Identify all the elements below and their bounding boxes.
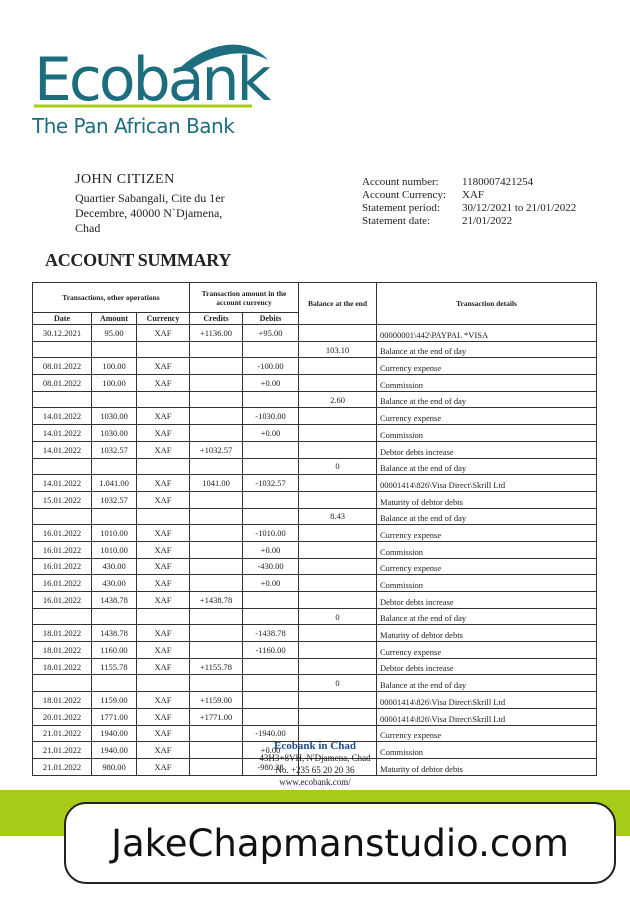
logo-tagline: The Pan African Bank xyxy=(32,114,235,138)
row-currency xyxy=(137,458,190,475)
table-row xyxy=(33,692,597,709)
row-details: Commission xyxy=(377,541,597,558)
row-date: 20.01.2022 xyxy=(33,708,92,725)
table-row xyxy=(33,475,597,492)
account-info xyxy=(362,176,576,228)
row-credit xyxy=(190,558,243,575)
row-credit: +1136.00 xyxy=(190,325,243,342)
statement-period-row xyxy=(362,202,576,215)
row-details: Balance at the end of day xyxy=(377,508,597,525)
table-row xyxy=(33,458,597,475)
row-balance xyxy=(299,658,377,675)
row-amount: 1030.00 xyxy=(92,425,137,442)
footer-address: 43H3+8VH, N'Djamena, Chad xyxy=(259,753,371,763)
footer xyxy=(200,740,430,788)
row-debit: -1032.57 xyxy=(243,475,299,492)
row-credit xyxy=(190,425,243,442)
row-amount: 980.00 xyxy=(92,758,137,775)
row-date: 21.01.2022 xyxy=(33,742,92,759)
row-amount: 1940.00 xyxy=(92,742,137,759)
row-amount: 1159.00 xyxy=(92,692,137,709)
row-amount xyxy=(92,458,137,475)
table-row xyxy=(33,391,597,408)
row-credit xyxy=(190,642,243,659)
row-details: Balance at the end of day xyxy=(377,608,597,625)
row-currency: XAF xyxy=(137,642,190,659)
table-row xyxy=(33,592,597,609)
row-amount: 430.00 xyxy=(92,575,137,592)
table-row xyxy=(33,541,597,558)
logo-wordmark: Ecobank xyxy=(34,45,269,115)
account-currency-row xyxy=(362,189,576,202)
row-details: 00000001\442\PAYPAL *VISA xyxy=(377,325,597,342)
row-currency: XAF xyxy=(137,541,190,558)
row-details: 00001414\826\Visa Direct\Skrill Ltd xyxy=(377,692,597,709)
transactions-table xyxy=(32,282,597,776)
row-credit xyxy=(190,508,243,525)
statement-period-label: Statement period: xyxy=(362,202,440,214)
row-currency: XAF xyxy=(137,758,190,775)
table-row xyxy=(33,658,597,675)
row-balance xyxy=(299,375,377,392)
customer-name: JOHN CITIZEN xyxy=(75,172,175,187)
row-balance: 8.43 xyxy=(299,508,377,525)
row-balance: 2.60 xyxy=(299,391,377,408)
row-amount: 100.00 xyxy=(92,358,137,375)
row-debit: +0.00 xyxy=(243,742,299,759)
footer-bank-name: Ecobank in Chad xyxy=(274,740,356,752)
row-currency xyxy=(137,341,190,358)
row-details: Maturity of debtor debts xyxy=(377,758,597,775)
row-amount xyxy=(92,391,137,408)
account-number-value: 1180007421254 xyxy=(462,176,534,188)
table-row xyxy=(33,558,597,575)
row-balance xyxy=(299,358,377,375)
row-debit: -100.00 xyxy=(243,358,299,375)
row-details: Maturity of debtor debts xyxy=(377,625,597,642)
row-balance xyxy=(299,708,377,725)
customer-address xyxy=(75,191,265,236)
row-credit xyxy=(190,375,243,392)
row-debit: +95.00 xyxy=(243,325,299,342)
row-currency: XAF xyxy=(137,358,190,375)
row-details: Commission xyxy=(377,425,597,442)
address-line-1: Quartier Sabangali, Cite du 1er xyxy=(75,191,225,205)
row-amount: 1032.57 xyxy=(92,491,137,508)
row-amount xyxy=(92,675,137,692)
row-balance xyxy=(299,441,377,458)
row-balance xyxy=(299,575,377,592)
table-row xyxy=(33,341,597,358)
header-credits: Credits xyxy=(190,313,243,325)
statement-date-label: Statement date: xyxy=(362,215,431,227)
row-details: Commission xyxy=(377,375,597,392)
row-date xyxy=(33,391,92,408)
row-details: Currency expense xyxy=(377,358,597,375)
row-amount: 1771.00 xyxy=(92,708,137,725)
row-currency: XAF xyxy=(137,742,190,759)
row-amount: 1010.00 xyxy=(92,541,137,558)
row-debit xyxy=(243,341,299,358)
row-date xyxy=(33,608,92,625)
row-debit: -1438.78 xyxy=(243,625,299,642)
row-currency: XAF xyxy=(137,325,190,342)
row-debit xyxy=(243,508,299,525)
row-currency xyxy=(137,391,190,408)
row-date: 15.01.2022 xyxy=(33,491,92,508)
account-number-row xyxy=(362,176,576,189)
row-credit: 1041.00 xyxy=(190,475,243,492)
row-credit xyxy=(190,408,243,425)
row-currency: XAF xyxy=(137,441,190,458)
statement-date-value: 21/01/2022 xyxy=(462,215,513,227)
row-date: 18.01.2022 xyxy=(33,642,92,659)
row-date xyxy=(33,458,92,475)
row-credit: +1159.00 xyxy=(190,692,243,709)
account-summary-title: ACCOUNT SUMMARY xyxy=(45,250,232,270)
row-balance xyxy=(299,592,377,609)
row-details: Debtor debts increase xyxy=(377,441,597,458)
row-balance: 0 xyxy=(299,458,377,475)
row-amount: 1032.57 xyxy=(92,441,137,458)
footer-website: www.ecobank.com/ xyxy=(279,777,351,787)
row-details: Maturity of debtor debts xyxy=(377,491,597,508)
row-debit xyxy=(243,458,299,475)
row-credit xyxy=(190,541,243,558)
row-currency xyxy=(137,608,190,625)
header-details: Transaction details xyxy=(377,283,597,325)
row-amount: 1.041.00 xyxy=(92,475,137,492)
row-amount: 1160.00 xyxy=(92,642,137,659)
statement-period-value: 30/12/2021 to 21/01/2022 xyxy=(462,202,577,214)
row-details: Balance at the end of day xyxy=(377,458,597,475)
row-date: 16.01.2022 xyxy=(33,592,92,609)
row-debit xyxy=(243,592,299,609)
table-row xyxy=(33,358,597,375)
row-details: Currency expense xyxy=(377,642,597,659)
header-amount-in-currency: Transaction amount in the account currency xyxy=(190,283,299,313)
row-currency: XAF xyxy=(137,425,190,442)
row-amount: 1438.78 xyxy=(92,592,137,609)
row-balance xyxy=(299,692,377,709)
row-balance: 103.10 xyxy=(299,341,377,358)
row-details: Debtor debts increase xyxy=(377,592,597,609)
row-details: Commission xyxy=(377,575,597,592)
row-debit: +0.00 xyxy=(243,575,299,592)
row-debit: +0.00 xyxy=(243,541,299,558)
row-details: 00001414\826\Visa Direct\Skrill Ltd xyxy=(377,708,597,725)
row-amount: 1030.00 xyxy=(92,408,137,425)
footer-phone: No. +235 65 20 20 36 xyxy=(275,765,355,775)
row-currency: XAF xyxy=(137,625,190,642)
row-date: 14.01.2022 xyxy=(33,408,92,425)
row-debit: -1030.00 xyxy=(243,408,299,425)
table-row xyxy=(33,708,597,725)
table-row xyxy=(33,625,597,642)
row-balance xyxy=(299,325,377,342)
table-row xyxy=(33,441,597,458)
row-currency: XAF xyxy=(137,558,190,575)
row-credit xyxy=(190,341,243,358)
row-debit xyxy=(243,675,299,692)
table-row xyxy=(33,608,597,625)
row-date: 14.01.2022 xyxy=(33,475,92,492)
transactions-body xyxy=(33,325,597,776)
row-balance xyxy=(299,525,377,542)
row-date: 16.01.2022 xyxy=(33,525,92,542)
row-currency: XAF xyxy=(137,491,190,508)
row-details: Balance at the end of day xyxy=(377,675,597,692)
table-row xyxy=(33,425,597,442)
table-row xyxy=(33,408,597,425)
row-debit xyxy=(243,658,299,675)
watermark-text: JakeChapmanstudio.com xyxy=(111,821,569,865)
row-currency xyxy=(137,508,190,525)
row-balance xyxy=(299,558,377,575)
header-currency: Currency xyxy=(137,313,190,325)
row-date: 18.01.2022 xyxy=(33,692,92,709)
row-debit xyxy=(243,708,299,725)
address-line-3: Chad xyxy=(75,221,101,235)
row-details: Balance at the end of day xyxy=(377,391,597,408)
row-balance xyxy=(299,425,377,442)
row-details: Currency expense xyxy=(377,725,597,742)
row-details: Currency expense xyxy=(377,408,597,425)
row-date xyxy=(33,341,92,358)
row-balance xyxy=(299,541,377,558)
row-amount xyxy=(92,608,137,625)
row-details: Commission xyxy=(377,742,597,759)
row-date: 14.01.2022 xyxy=(33,441,92,458)
header-date: Date xyxy=(33,313,92,325)
row-currency: XAF xyxy=(137,692,190,709)
row-date: 16.01.2022 xyxy=(33,541,92,558)
row-details: Currency expense xyxy=(377,558,597,575)
row-date xyxy=(33,675,92,692)
row-debit: -980.28 xyxy=(243,758,299,775)
table-row xyxy=(33,325,597,342)
row-debit: -1160.00 xyxy=(243,642,299,659)
row-date: 14.01.2022 xyxy=(33,425,92,442)
header-balance: Balance at the end xyxy=(299,283,377,325)
table-row xyxy=(33,375,597,392)
row-currency: XAF xyxy=(137,708,190,725)
row-date: 21.01.2022 xyxy=(33,758,92,775)
row-credit xyxy=(190,675,243,692)
row-credit xyxy=(190,608,243,625)
row-debit: +0.00 xyxy=(243,375,299,392)
row-currency: XAF xyxy=(137,375,190,392)
row-currency: XAF xyxy=(137,475,190,492)
customer-block xyxy=(75,172,265,236)
table-row xyxy=(33,508,597,525)
row-balance xyxy=(299,625,377,642)
row-amount xyxy=(92,341,137,358)
row-debit: +0.00 xyxy=(243,425,299,442)
account-number-label: Account number: xyxy=(362,176,439,188)
row-amount xyxy=(92,508,137,525)
row-currency: XAF xyxy=(137,575,190,592)
row-credit xyxy=(190,391,243,408)
row-credit: +1438.78 xyxy=(190,592,243,609)
row-currency: XAF xyxy=(137,408,190,425)
row-date: 18.01.2022 xyxy=(33,625,92,642)
table-row xyxy=(33,675,597,692)
row-date: 16.01.2022 xyxy=(33,558,92,575)
row-credit: +1032.57 xyxy=(190,441,243,458)
row-details: Currency expense xyxy=(377,525,597,542)
account-currency-label: Account Currency: xyxy=(362,189,446,201)
watermark-box xyxy=(64,802,616,884)
row-debit: -430.00 xyxy=(243,558,299,575)
table-row xyxy=(33,491,597,508)
row-date xyxy=(33,508,92,525)
row-debit xyxy=(243,692,299,709)
row-amount: 1155.78 xyxy=(92,658,137,675)
table-row xyxy=(33,525,597,542)
row-date: 08.01.2022 xyxy=(33,375,92,392)
row-credit xyxy=(190,625,243,642)
row-balance: 0 xyxy=(299,675,377,692)
row-debit xyxy=(243,491,299,508)
row-currency: XAF xyxy=(137,525,190,542)
row-credit xyxy=(190,575,243,592)
row-credit xyxy=(190,458,243,475)
ecobank-logo xyxy=(30,40,270,150)
row-debit xyxy=(243,391,299,408)
table-row xyxy=(33,642,597,659)
row-currency: XAF xyxy=(137,592,190,609)
row-credit: +1155.78 xyxy=(190,658,243,675)
header-debits: Debits xyxy=(243,313,299,325)
row-debit xyxy=(243,608,299,625)
row-details: Balance at the end of day xyxy=(377,341,597,358)
row-debit: -1940.00 xyxy=(243,725,299,742)
row-amount: 95.00 xyxy=(92,325,137,342)
row-credit xyxy=(190,525,243,542)
row-credit xyxy=(190,491,243,508)
row-balance xyxy=(299,408,377,425)
row-details: Debtor debts increase xyxy=(377,658,597,675)
header-amount: Amount xyxy=(92,313,137,325)
address-line-2: Decembre, 40000 N`Djamena, xyxy=(75,206,223,220)
row-balance xyxy=(299,642,377,659)
row-date: 30.12.2021 xyxy=(33,325,92,342)
table-row xyxy=(33,575,597,592)
row-currency xyxy=(137,675,190,692)
header-transactions: Transactions, other operations xyxy=(33,283,190,313)
account-currency-value: XAF xyxy=(462,189,485,201)
row-amount: 1010.00 xyxy=(92,525,137,542)
row-details: 00001414\826\Visa Direct\Skrill Ltd xyxy=(377,475,597,492)
row-amount: 430.00 xyxy=(92,558,137,575)
row-amount: 1940.00 xyxy=(92,725,137,742)
row-date: 18.01.2022 xyxy=(33,658,92,675)
row-date: 08.01.2022 xyxy=(33,358,92,375)
row-date: 16.01.2022 xyxy=(33,575,92,592)
row-debit: -1010.00 xyxy=(243,525,299,542)
row-date: 21.01.2022 xyxy=(33,725,92,742)
row-balance: 0 xyxy=(299,608,377,625)
row-balance xyxy=(299,491,377,508)
statement-date-row xyxy=(362,215,576,228)
row-balance xyxy=(299,475,377,492)
row-amount: 1438.78 xyxy=(92,625,137,642)
row-currency: XAF xyxy=(137,725,190,742)
row-credit xyxy=(190,358,243,375)
row-currency: XAF xyxy=(137,658,190,675)
row-debit xyxy=(243,441,299,458)
row-amount: 100.00 xyxy=(92,375,137,392)
row-credit: +1771.00 xyxy=(190,708,243,725)
